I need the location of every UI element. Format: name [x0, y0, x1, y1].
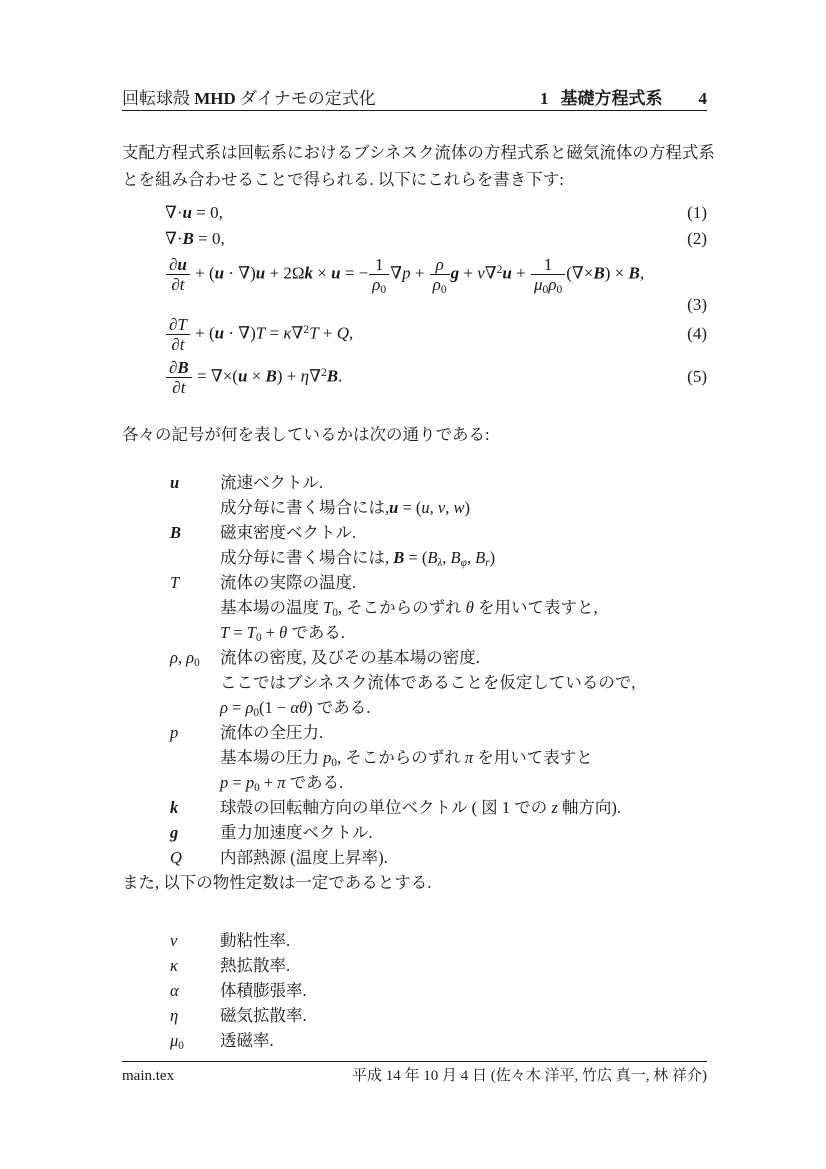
symbol-description: [220, 1003, 707, 1028]
symbol-label: B: [170, 523, 182, 542]
equation-number: (4): [687, 324, 707, 343]
equation-number-row: [122, 297, 707, 313]
definition-entry: [170, 795, 707, 820]
symbol-label: ρ, $\rho_0$: [170, 648, 200, 670]
definition-line: 流体の全圧力.: [220, 723, 324, 742]
definition-line: 基本場の圧力 $p_0$, そこからのずれ π を用いて表すと: [220, 748, 593, 770]
symbol-description: [220, 795, 707, 820]
symbol-label: α: [170, 981, 179, 1000]
equation-row: [122, 355, 707, 399]
fraction: $\frac{\partial B}{\partial t}$: [166, 358, 192, 397]
definition-line: 動粘性率.: [220, 931, 291, 950]
definition-line: 球殻の回転軸方向の単位ベクトル ( 図 1 での z 軸方向).: [220, 798, 622, 817]
definition-line: $T = T_0 + \theta$ である.: [220, 623, 345, 645]
definition-line: $p = p_0 + \pi$ である.: [220, 773, 344, 795]
equations-block: [122, 198, 707, 399]
constants-intro: また, 以下の物性定数は一定であるとする.: [122, 873, 432, 892]
symbols-intro: 各々の記号が何を表しているかは次の通りである:: [122, 425, 490, 444]
definition-entry: [170, 720, 707, 795]
footer-filename: main.tex: [122, 1068, 175, 1084]
definition-entry: [170, 953, 707, 978]
constants-list: [170, 928, 707, 1053]
equation-content: $\frac{\partial T}{\partial t}$ + (u · ∇)T = κ∇$^2$T + Q,: [122, 315, 353, 354]
page-header: [122, 84, 707, 109]
footer-rule: [122, 1061, 707, 1062]
symbol-description: [220, 645, 707, 720]
definition-line: ここではブシネスク流体であることを仮定しているので,: [220, 673, 636, 692]
section-number: 1: [540, 89, 549, 108]
symbol-description: [220, 953, 707, 978]
symbol-label: η: [170, 1006, 179, 1025]
definition-entry: [170, 470, 707, 520]
definition-line: 流体の密度, 及びその基本場の密度.: [220, 648, 480, 667]
symbol-label: ν: [170, 931, 178, 950]
fraction: $\frac{\rho}{\rho_0}$: [430, 255, 450, 294]
paragraph-line: 支配方程式系は回転系におけるブシネスク流体の方程式系と磁気流体の方程式系: [122, 143, 715, 162]
footer-date: 平成 14 年 10 月 4 日 (佐々木 洋平, 竹広 真一, 林 祥介): [352, 1068, 707, 1084]
symbol-description: [220, 570, 707, 645]
definition-line: 熱拡散率.: [220, 956, 291, 975]
equation-number: (5): [687, 367, 707, 386]
running-title: [122, 84, 376, 109]
equation-row: [122, 251, 707, 297]
definition-entry: [170, 520, 707, 570]
equation-row: [122, 313, 707, 355]
symbol-description: [220, 1028, 707, 1053]
symbol-description: [220, 470, 707, 520]
definition-line: 体積膨張率.: [220, 981, 307, 1000]
definition-entry: [170, 978, 707, 1003]
equation-number: (3): [687, 295, 707, 314]
symbol-description: [220, 720, 707, 795]
fraction: $\frac{\partial T}{\partial t}$: [166, 315, 190, 354]
definition-line: 成分毎に書く場合には,u = (u, v, w): [220, 498, 470, 517]
symbol-label: u: [170, 473, 180, 492]
page-number: 4: [698, 89, 707, 108]
symbol-description: [220, 820, 707, 845]
definition-entry: [170, 1003, 707, 1028]
fraction: $\frac{1}{\mu_0\rho_0}$: [531, 255, 565, 294]
definition-line: 基本場の温度 $T_0$, そこからのずれ θ を用いて表すと,: [220, 598, 598, 620]
equation-content: ∇·B = 0,: [165, 229, 225, 248]
definition-line: 透磁率.: [220, 1031, 274, 1050]
symbol-label: k: [170, 798, 179, 817]
fraction: $\frac{1}{\rho_0}$: [369, 255, 389, 294]
equation-content: $\frac{\partial u}{\partial t}$ + (u · ∇)u + 2Ωk × u = − $\frac{1}{\rho_0}$ ∇p + $\frac{\rho}{\rho_0}$ g + ν∇$^2$u + $\frac{1}{\mu_0\rho_0}$ (∇×B) × B,: [122, 255, 644, 294]
symbol-definition-list: [170, 470, 707, 870]
definition-entry: [170, 820, 707, 845]
definition-entry: [170, 645, 707, 720]
definition-line: $\rho = \rho_0(1 - \alpha\theta)$ である.: [220, 698, 371, 720]
equation-row: [122, 198, 707, 227]
definition-entry: [170, 845, 707, 870]
symbol-description: [220, 928, 707, 953]
equation-content: $\frac{\partial B}{\partial t}$ = ∇×(u × B) + η∇$^2$B.: [122, 358, 342, 397]
definition-line: 磁束密度ベクトル.: [220, 523, 357, 542]
symbol-label: κ: [170, 956, 178, 975]
symbol-label: T: [170, 573, 180, 592]
definition-entry: [170, 928, 707, 953]
running-title-pre: 回転球殻: [122, 89, 195, 108]
symbol-label: p: [170, 723, 179, 742]
equation-number: (1): [687, 202, 707, 222]
definition-entry: [170, 570, 707, 645]
definition-line: 成分毎に書く場合には, $B = (B_\lambda$, $B_\varphi$, $B_r$): [220, 548, 496, 570]
running-title-post: ダイナモの定式化: [235, 89, 376, 108]
paragraph-line: とを組み合わせることで得られる. 以下にこれらを書き下す:: [122, 170, 564, 189]
definition-line: 流速ベクトル.: [220, 473, 324, 492]
definition-line: 重力加速度ベクトル.: [220, 823, 373, 842]
fraction: $\frac{\partial u}{\partial t}$: [166, 255, 190, 294]
equation-row: [122, 227, 707, 251]
definition-line: 内部熱源 (温度上昇率).: [220, 848, 388, 867]
running-title-bold: MHD: [194, 89, 236, 108]
symbol-description: [220, 978, 707, 1003]
definition-line: 流体の実際の温度.: [220, 573, 357, 592]
definition-entry: [170, 1028, 707, 1053]
definition-line: 磁気拡散率.: [220, 1006, 307, 1025]
page-footer: [122, 1066, 707, 1086]
intro-paragraph: [122, 139, 722, 193]
symbol-description: [220, 845, 707, 870]
symbol-label: g: [170, 823, 179, 842]
equation-number: (2): [687, 229, 707, 248]
symbol-label: $\mu_0$: [170, 1031, 184, 1053]
header-rule: [122, 110, 707, 111]
symbol-description: [220, 520, 707, 570]
equation-content: ∇·u = 0,: [165, 202, 223, 222]
section-heading: [540, 84, 707, 109]
section-title: 基礎方程式系: [560, 89, 663, 108]
symbol-label: Q: [170, 848, 182, 867]
